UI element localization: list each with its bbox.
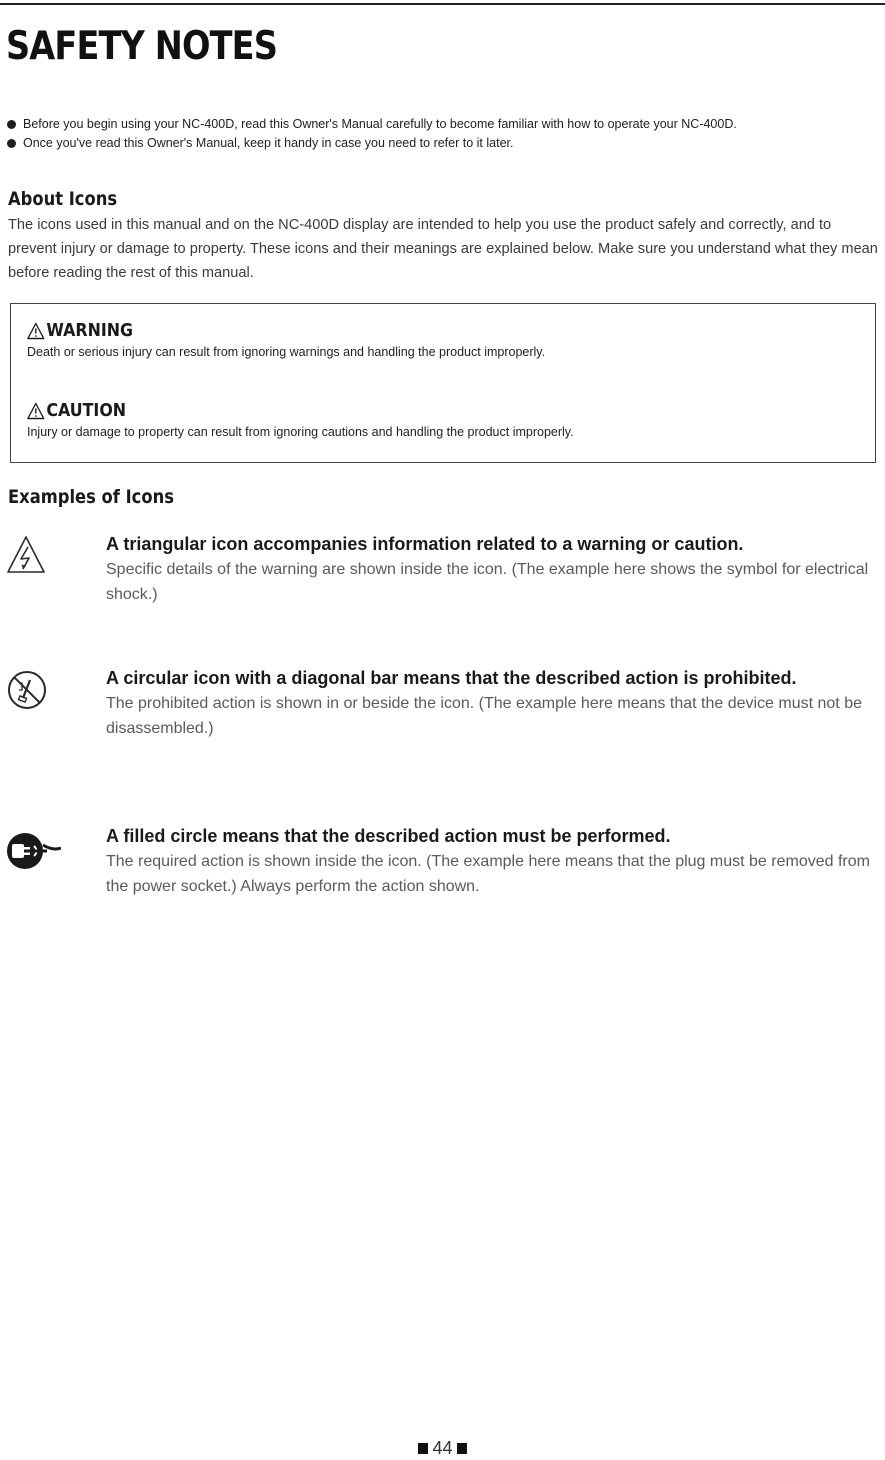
warning-triangle-icon (27, 322, 45, 340)
square-icon (418, 1443, 428, 1454)
caution-legend (27, 400, 574, 439)
caution-legend-title (27, 400, 508, 421)
page-number (0, 1437, 885, 1459)
icon-legend-box (10, 303, 876, 463)
example-mandatory-text (106, 824, 876, 899)
example-title: A circular icon with a diagonal bar means that the described action is prohibited. (106, 668, 797, 688)
page-number-text: 44 (432, 1437, 453, 1458)
list-item (6, 116, 866, 133)
caution-triangle-icon (27, 402, 45, 420)
warning-title-text: WARNING (46, 320, 133, 341)
page-title: SAFETY NOTES (6, 24, 277, 69)
bullet-icon (7, 139, 16, 148)
caution-title-text: CAUTION (46, 400, 127, 421)
warning-description: Death or serious injury can result from ignoring warnings and handling the product improperly. (27, 345, 546, 359)
list-item (6, 135, 866, 152)
example-title: A filled circle means that the described action must be performed. (106, 826, 671, 846)
example-body: The prohibited action is shown in or beside the icon. (The example here means that the device must not be disassembled.) (106, 695, 862, 737)
bullet-icon (7, 120, 16, 129)
example-triangle-text (106, 532, 876, 607)
electric-shock-triangle-icon (5, 534, 47, 576)
caution-description: Injury or damage to property can result from ignoring cautions and handling the product improperly. (27, 425, 574, 439)
square-icon (457, 1443, 467, 1454)
top-rule (0, 3, 885, 5)
unplug-mandatory-action-icon (5, 830, 61, 872)
example-prohibited-text (106, 666, 876, 741)
bullet-text: Before you begin using your NC-400D, read this Owner's Manual carefully to become familiar with how to operate your NC-400D. (23, 117, 737, 131)
examples-of-icons-heading: Examples of Icons (8, 486, 174, 508)
example-title: A triangular icon accompanies information related to a warning or caution. (106, 534, 744, 554)
warning-legend (27, 320, 545, 359)
about-icons-heading: About Icons (8, 188, 118, 210)
bullet-text: Once you've read this Owner's Manual, keep it handy in case you need to refer to it later. (23, 136, 514, 150)
example-body: Specific details of the warning are shown inside the icon. (The example here shows the symbol for electrical shock.) (106, 561, 869, 603)
about-icons-body: The icons used in this manual and on the NC-400D display are intended to help you use the product safely and correctly, and to prevent injury or damage to property. These icons and their meanings are explained below. Make sure you understand what they mean before reading the rest of this manual. (8, 217, 878, 281)
no-disassembly-prohibited-icon (5, 668, 49, 712)
warning-legend-title (27, 320, 483, 341)
intro-bullet-list (6, 116, 866, 154)
example-body: The required action is shown inside the icon. (The example here means that the plug must be removed from the power socket.) Always perform the action shown. (106, 853, 870, 895)
